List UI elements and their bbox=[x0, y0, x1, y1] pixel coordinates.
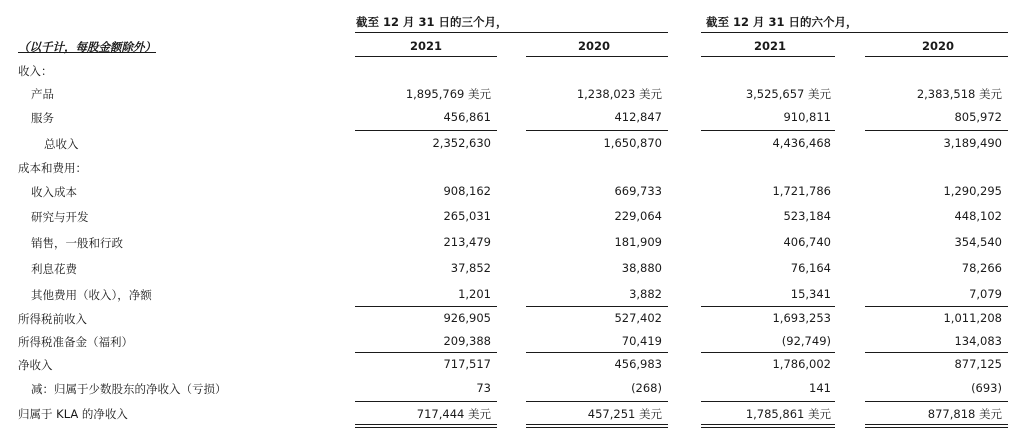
value-cell: (693) bbox=[971, 381, 1002, 395]
value-cell: 1,693,253 bbox=[772, 311, 831, 325]
value-cell: 910,811 bbox=[783, 110, 831, 124]
units-note: （以千计，每股金额除外） bbox=[18, 40, 156, 54]
row-label: 减：归属于少数股东的净收入（亏损） bbox=[31, 382, 227, 396]
value-cell: 3,525,657 美元 bbox=[745, 87, 831, 101]
value-cell: 926,905 bbox=[443, 311, 491, 325]
value-cell: 141 bbox=[809, 381, 831, 395]
value-cell: 448,102 bbox=[954, 209, 1002, 223]
row-rule bbox=[701, 130, 835, 131]
value-cell: 406,740 bbox=[783, 235, 831, 249]
value-cell: 3,189,490 bbox=[943, 136, 1002, 150]
value-cell: 908,162 bbox=[443, 184, 491, 198]
row-label: 总收入 bbox=[44, 137, 79, 151]
total-double-rule bbox=[865, 424, 1008, 428]
value-cell: 1,895,769 美元 bbox=[405, 87, 491, 101]
value-cell: (92,749) bbox=[781, 334, 831, 348]
row-rule bbox=[355, 130, 497, 131]
value-cell: 717,444 美元 bbox=[416, 407, 491, 421]
value-cell: 15,341 bbox=[790, 287, 831, 301]
row-label: 所得税前收入 bbox=[18, 312, 87, 326]
value-cell: 1,201 bbox=[458, 287, 491, 301]
total-double-rule bbox=[526, 424, 668, 428]
column-rule bbox=[355, 56, 497, 57]
value-cell: 456,861 bbox=[443, 110, 491, 124]
value-cell: 669,733 bbox=[614, 184, 662, 198]
year-column-header: 2020 bbox=[922, 39, 955, 53]
value-cell: 805,972 bbox=[954, 110, 1002, 124]
value-cell: 265,031 bbox=[443, 209, 491, 223]
row-rule bbox=[526, 130, 668, 131]
row-rule bbox=[701, 352, 835, 353]
row-label: 销售，一般和行政 bbox=[31, 236, 123, 250]
row-rule bbox=[355, 352, 497, 353]
total-double-rule bbox=[355, 424, 497, 428]
value-cell: 717,517 bbox=[443, 357, 491, 371]
row-label: 净收入 bbox=[18, 358, 53, 372]
value-cell: 76,164 bbox=[790, 261, 831, 275]
value-cell: 73 bbox=[476, 381, 491, 395]
row-label: 收入： bbox=[18, 64, 53, 78]
row-rule bbox=[355, 306, 497, 307]
column-rule bbox=[865, 56, 1008, 57]
value-cell: (268) bbox=[631, 381, 662, 395]
value-cell: 1,786,002 bbox=[772, 357, 831, 371]
row-rule bbox=[701, 401, 835, 402]
row-rule bbox=[865, 352, 1008, 353]
row-label: 其他费用（收入），净额 bbox=[31, 288, 152, 302]
value-cell: 456,983 bbox=[614, 357, 662, 371]
value-cell: 2,383,518 美元 bbox=[916, 87, 1002, 101]
value-cell: 1,721,786 bbox=[772, 184, 831, 198]
row-rule bbox=[701, 306, 835, 307]
value-cell: 1,290,295 bbox=[943, 184, 1002, 198]
column-rule bbox=[526, 56, 668, 57]
value-cell: 78,266 bbox=[961, 261, 1002, 275]
year-column-header: 2021 bbox=[410, 39, 443, 53]
row-rule bbox=[865, 401, 1008, 402]
row-rule bbox=[865, 306, 1008, 307]
row-rule bbox=[526, 401, 668, 402]
row-rule bbox=[865, 130, 1008, 131]
row-label: 研究与开发 bbox=[31, 210, 89, 224]
row-label: 利息花费 bbox=[31, 262, 77, 276]
value-cell: 3,882 bbox=[629, 287, 662, 301]
value-cell: 37,852 bbox=[450, 261, 491, 275]
value-cell: 229,064 bbox=[614, 209, 662, 223]
value-cell: 354,540 bbox=[954, 235, 1002, 249]
row-rule bbox=[526, 306, 668, 307]
six-months-header: 截至 12 月 31 日的六个月， bbox=[706, 15, 858, 29]
value-cell: 1,238,023 美元 bbox=[576, 87, 662, 101]
row-label: 服务 bbox=[31, 111, 54, 125]
value-cell: 457,251 美元 bbox=[587, 407, 662, 421]
value-cell: 38,880 bbox=[621, 261, 662, 275]
value-cell: 2,352,630 bbox=[432, 136, 491, 150]
value-cell: 134,083 bbox=[954, 334, 1002, 348]
row-rule bbox=[526, 352, 668, 353]
value-cell: 523,184 bbox=[783, 209, 831, 223]
value-cell: 70,419 bbox=[621, 334, 662, 348]
value-cell: 877,818 美元 bbox=[927, 407, 1002, 421]
value-cell: 4,436,468 bbox=[772, 136, 831, 150]
row-label: 产品 bbox=[31, 87, 54, 101]
row-label: 所得税准备金（福利） bbox=[18, 335, 133, 349]
value-cell: 209,388 bbox=[443, 334, 491, 348]
row-label: 成本和费用： bbox=[18, 161, 87, 175]
row-label: 归属于 KLA 的净收入 bbox=[18, 407, 128, 421]
total-double-rule bbox=[701, 424, 835, 428]
value-cell: 181,909 bbox=[614, 235, 662, 249]
value-cell: 1,650,870 bbox=[603, 136, 662, 150]
header-rule bbox=[701, 32, 1008, 33]
year-column-header: 2020 bbox=[578, 39, 611, 53]
row-rule bbox=[355, 401, 497, 402]
value-cell: 213,479 bbox=[443, 235, 491, 249]
value-cell: 877,125 bbox=[954, 357, 1002, 371]
three-months-header: 截至 12 月 31 日的三个月， bbox=[356, 15, 508, 29]
value-cell: 527,402 bbox=[614, 311, 662, 325]
value-cell: 1,785,861 美元 bbox=[745, 407, 831, 421]
row-label: 收入成本 bbox=[31, 185, 77, 199]
value-cell: 1,011,208 bbox=[943, 311, 1002, 325]
value-cell: 7,079 bbox=[969, 287, 1002, 301]
column-rule bbox=[701, 56, 835, 57]
header-rule bbox=[355, 32, 668, 33]
year-column-header: 2021 bbox=[754, 39, 787, 53]
value-cell: 412,847 bbox=[614, 110, 662, 124]
